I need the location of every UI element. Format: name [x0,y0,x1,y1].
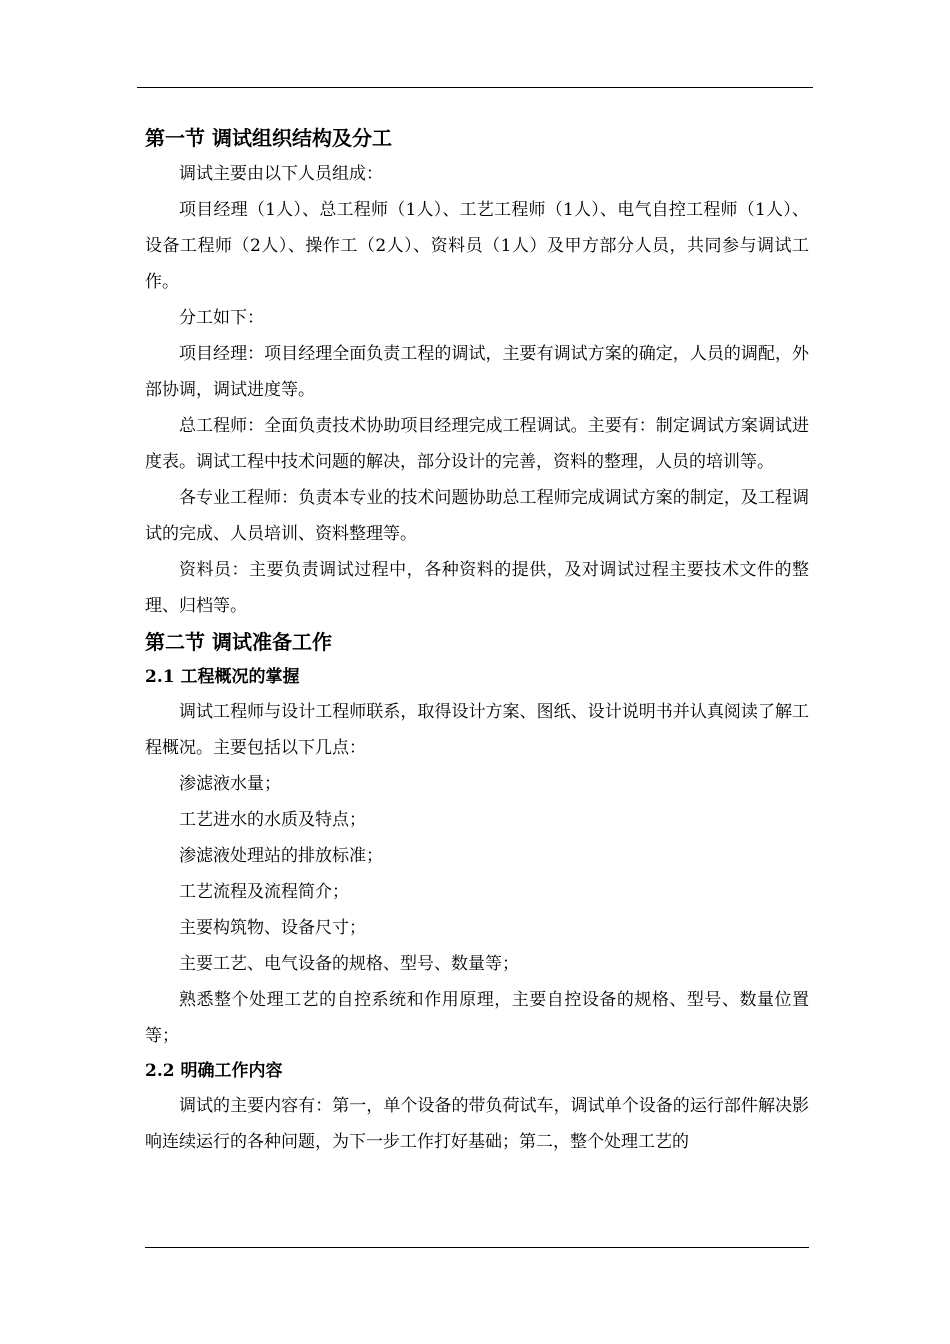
subsection-2-1-paragraph-2: 工艺进水的水质及特点； [179,810,366,830]
subsection-2-1-paragraph-7: 熟悉整个处理工艺的自控系统和作用原理，主要自控设备的规格、型号、数量位置等； [145,990,809,1046]
subsection-2-2-title: 2.2 明确工作内容 [145,1061,283,1081]
header-rule [137,87,813,88]
subsection-2-1-title: 2.1 工程概况的掌握 [145,667,300,687]
section-1-paragraph-1: 项目经理（1人）、总工程师（1人）、工艺工程师（1人）、电气自控工程师（1人）、设备工程师（2人）、操作工（2人）、资料员（1人）及甲方部分人员，共同参与调试工作。 [145,200,809,292]
section-1-paragraph-4: 总工程师：全面负责技术协助项目经理完成工程调试。主要有：制定调试方案调试进度表。调试工程中技术问题的解决，部分设计的完善，资料的整理，人员的培训等。 [145,416,809,472]
section-1-title: 第一节 调试组织结构及分工 [145,126,392,150]
section-1-paragraph-5: 各专业工程师：负责本专业的技术问题协助总工程师完成调试方案的制定，及工程调试的完成、人员培训、资料整理等。 [145,488,809,544]
subsection-2-1-paragraph-6: 主要工艺、电气设备的规格、型号、数量等； [179,954,519,974]
section-1-paragraph-0: 调试主要由以下人员组成： [179,164,383,184]
section-1-paragraph-2: 分工如下： [179,308,264,328]
subsection-2-2-paragraph-0: 调试的主要内容有：第一，单个设备的带负荷试车，调试单个设备的运行部件解决影响连续运行的各种问题，为下一步工作打好基础；第二，整个处理工艺的 [145,1096,809,1152]
subsection-2-1-paragraph-4: 工艺流程及流程简介； [179,882,349,902]
subsection-2-1-paragraph-0: 调试工程师与设计工程师联系，取得设计方案、图纸、设计说明书并认真阅读了解工程概况。主要包括以下几点： [145,702,809,758]
subsection-2-1-paragraph-3: 渗滤液处理站的排放标准； [179,846,383,866]
section-1-paragraph-6: 资料员：主要负责调试过程中，各种资料的提供，及对调试过程主要技术文件的整理、归档等。 [145,560,809,616]
section-1-paragraph-3: 项目经理：项目经理全面负责工程的调试，主要有调试方案的确定，人员的调配，外部协调，调试进度等。 [145,344,809,400]
document-body [145,120,809,1160]
subsection-2-1-paragraph-5: 主要构筑物、设备尺寸； [179,918,366,938]
footer-rule [145,1247,809,1248]
section-2-title: 第二节 调试准备工作 [145,630,332,654]
subsection-2-1-paragraph-1: 渗滤液水量； [179,774,281,794]
